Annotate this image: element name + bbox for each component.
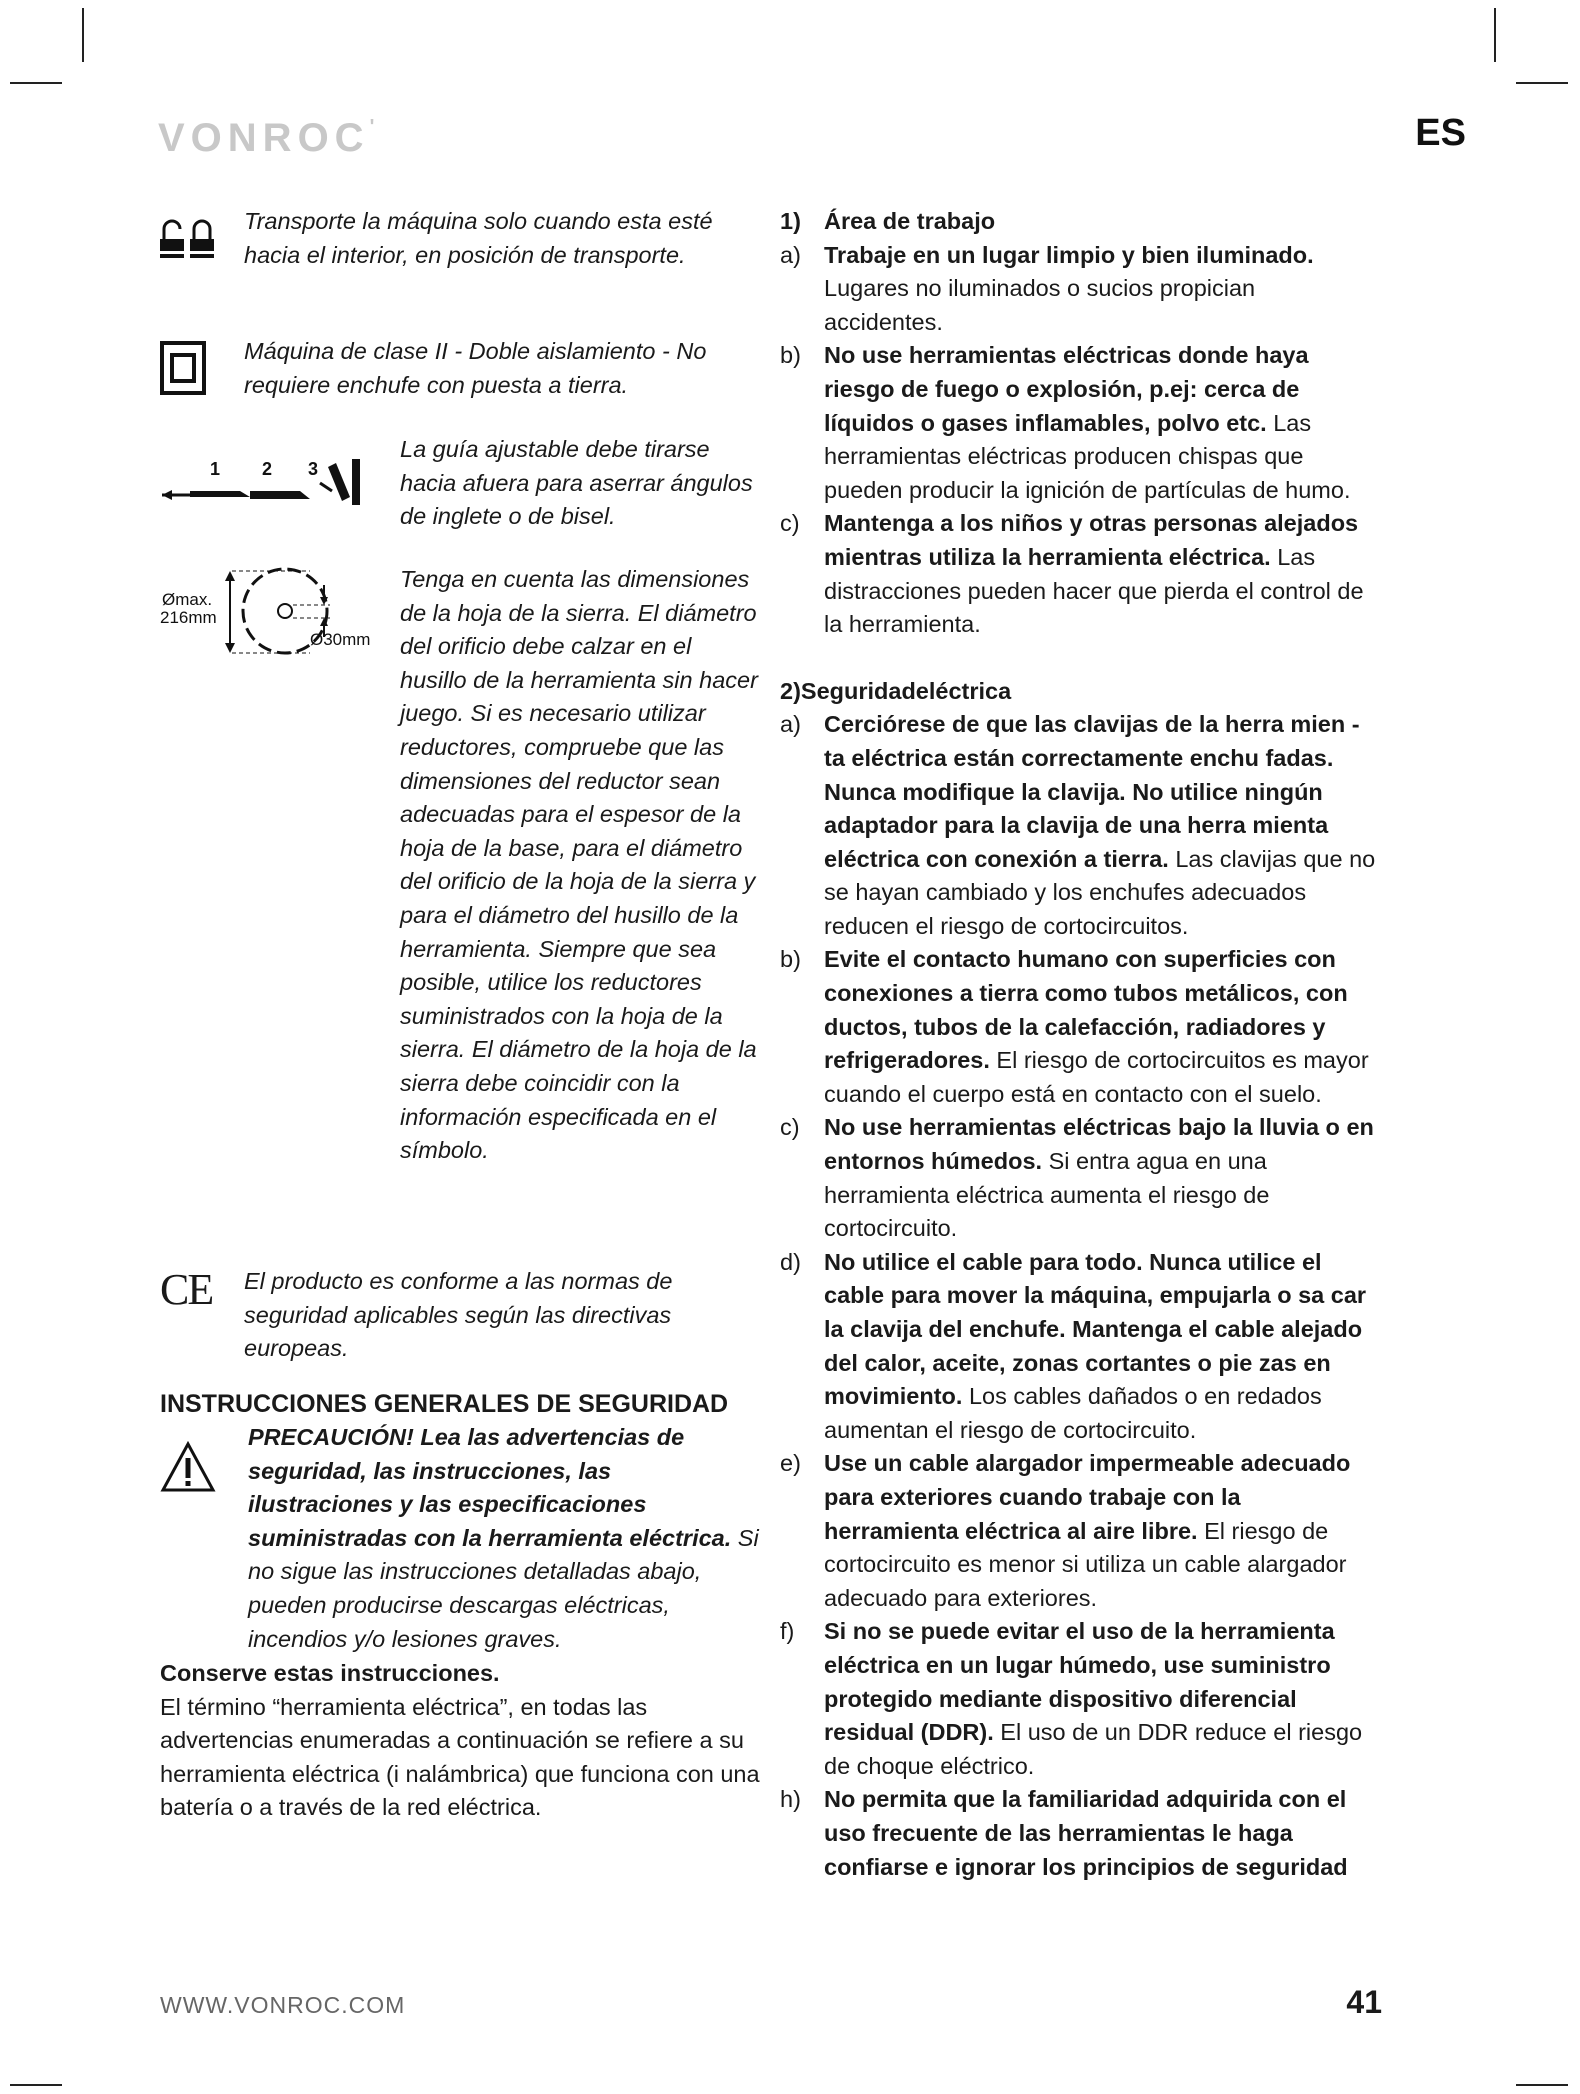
section-title: Área de trabajo bbox=[824, 208, 996, 234]
item-text bbox=[824, 1246, 1380, 1448]
guide-label-1: 1 bbox=[210, 459, 221, 479]
dia-max-value: 216mm bbox=[160, 608, 217, 627]
item-label: a) bbox=[780, 241, 801, 268]
language-code: ES bbox=[1415, 112, 1466, 154]
symbol-text: Tenga en cuenta las dimensiones de la hoja de la sierra. El diámetro del orificio debe calzar en el husillo de la herramienta sin hacer juego. Si es necesario utilizar reductores, compruebe que las dimensiones del reductor sean adecuadas para el espesor de la hoja de la base, para el diámetro del orificio de la hoja de la sierra y para el diámetro del husillo de la herramienta. Siempre que sea posible, utilice los reductores suministrados con la hoja de la sierra. El diámetro de la hoja de la sierra debe coincidir con la información especificada en el símbolo. bbox=[400, 566, 758, 1164]
item-text bbox=[824, 708, 1380, 943]
crop-mark bbox=[82, 8, 84, 62]
item-text bbox=[824, 1111, 1380, 1245]
list-item bbox=[780, 708, 1380, 943]
list-item bbox=[780, 1615, 1380, 1783]
item-bold: No use herramientas eléctricas bajo la lluvia o en entornos húmedos. bbox=[824, 1114, 1374, 1175]
list-item bbox=[780, 1246, 1380, 1448]
warning-block bbox=[160, 1421, 760, 1657]
item-bold: Cerciórese de que las clavijas de la herra mien - ta eléctrica están correctamente enchu fadas. Nunca modifique la clavija. No utilice ningún adaptador para la clavija de una herra mienta eléctrica con conexión a tierra. bbox=[824, 711, 1360, 872]
keep-heading: Conserve estas instrucciones. bbox=[160, 1660, 500, 1686]
item-rest: Las distracciones pueden hacer que pierda el control de la herramienta. bbox=[824, 543, 1364, 638]
item-label: b) bbox=[780, 342, 801, 369]
item-label: b) bbox=[780, 946, 801, 973]
symbol-transport bbox=[160, 205, 760, 335]
guide-label-2: 2 bbox=[262, 459, 273, 479]
crop-mark bbox=[1494, 8, 1496, 62]
saw-blade-dimension-icon bbox=[160, 563, 400, 1265]
bore-label: Ø30mm bbox=[310, 630, 371, 649]
item-bold: Trabaje en un lugar limpio y bien iluminado. bbox=[824, 241, 1314, 268]
warning-triangle-icon bbox=[160, 1421, 244, 1657]
section-1-title bbox=[780, 205, 1380, 239]
list-item bbox=[780, 339, 1380, 507]
item-rest: Lugares no iluminados o sucios propician accidentes. bbox=[824, 275, 1256, 335]
item-rest: El riesgo de cortocircuitos es mayor cuando el cuerpo está en contacto con el suelo. bbox=[824, 1047, 1369, 1107]
symbol-blade bbox=[160, 563, 760, 1265]
item-label: e) bbox=[780, 1450, 801, 1477]
dia-max-label: Ømax. bbox=[162, 590, 213, 609]
list-item bbox=[780, 1783, 1380, 1884]
item-text bbox=[824, 1783, 1380, 1884]
item-bold: No utilice el cable para todo. Nunca utilice el cable para mover la máquina, empujarla o sa car la clavija del enchufe. Mantenga el cable alejado del calor, aceite, zonas cortantes o pie zas en movimiento. bbox=[824, 1248, 1367, 1410]
item-rest: Si entra agua en una herramienta eléctrica aumenta el riesgo de cortocircuito. bbox=[824, 1148, 1270, 1242]
item-label: c) bbox=[780, 1114, 800, 1141]
symbol-text: El producto es conforme a las normas de seguridad aplicables según las directivas europeas. bbox=[244, 1268, 673, 1362]
crop-mark bbox=[10, 82, 62, 84]
item-label: a) bbox=[780, 711, 801, 738]
item-bold: No use herramientas eléctricas donde haya riesgo de fuego o explosión, p.ej: cerca de líquidos o gases inflamables, polvo etc. bbox=[824, 342, 1309, 436]
crop-mark bbox=[1516, 82, 1568, 84]
symbol-text: Máquina de clase II - Doble aislamiento - No requiere enchufe con puesta a tierra. bbox=[244, 338, 707, 398]
item-text bbox=[824, 239, 1380, 340]
safety-heading: INSTRUCCIONES GENERALES DE SEGURIDAD bbox=[160, 1390, 729, 1418]
item-label: d) bbox=[780, 1248, 801, 1275]
symbol-guide bbox=[160, 433, 760, 563]
double-insulation-icon bbox=[160, 335, 244, 433]
ce-mark-icon bbox=[160, 1265, 244, 1387]
symbol-ce bbox=[160, 1265, 760, 1387]
item-text bbox=[824, 339, 1380, 507]
ce-mark-text: CE bbox=[160, 1265, 213, 1314]
item-rest: Las clavijas que no se hayan cambiado y los enchufes adecuados reducen el riesgo de cortocircuitos. bbox=[824, 845, 1376, 939]
item-bold: Si no se puede evitar el uso de la herramienta eléctrica en un lugar húmedo, use suministro protegido mediante dispositivo diferencial residual (DDR). bbox=[824, 1618, 1335, 1746]
keep-text: El término “herramienta eléctrica”, en todas las advertencias enumeradas a continuación se refiere a su herramienta eléctrica (i nalámbrica) que funciona con una batería o a través de la red eléctrica. bbox=[160, 1693, 760, 1821]
item-text bbox=[824, 1615, 1380, 1783]
item-text bbox=[824, 507, 1380, 641]
list-item bbox=[780, 943, 1380, 1111]
adjustable-guide-icon bbox=[160, 433, 400, 563]
item-bold: Use un cable alargador impermeable adecuado para exteriores cuando trabaje con la herramienta eléctrica al aire libre. bbox=[824, 1450, 1351, 1544]
lock-unlock-icon bbox=[160, 205, 244, 335]
warning-rest: Si no sigue las instrucciones detalladas abajo, pueden producirse descargas eléctricas, incendios y/o lesiones graves. bbox=[248, 1524, 759, 1652]
item-bold: Mantenga a los niños y otras personas alejados mientras utiliza la herramienta eléctrica. bbox=[824, 510, 1359, 570]
guide-label-3: 3 bbox=[308, 459, 319, 479]
crop-mark bbox=[1516, 2084, 1568, 2086]
symbol-text: Transporte la máquina solo cuando esta esté hacia el interior, en posición de transporte. bbox=[244, 208, 713, 268]
warning-text bbox=[244, 1421, 760, 1657]
item-rest: Los cables dañados o en redados aumentan el riesgo de cortocircuito. bbox=[824, 1383, 1322, 1443]
brand-logo: VONROC' bbox=[158, 116, 381, 160]
page-number: 41 bbox=[1346, 1984, 1382, 2020]
list-item bbox=[780, 239, 1380, 340]
section-2-title: 2)Seguridadeléctrica bbox=[780, 677, 1012, 704]
symbol-class-ii bbox=[160, 335, 760, 433]
crop-mark bbox=[10, 2084, 62, 2086]
item-label: c) bbox=[780, 510, 800, 537]
item-label: f) bbox=[780, 1618, 795, 1645]
footer-url: WWW.VONROC.COM bbox=[160, 1992, 406, 2018]
item-rest: El riesgo de cortocircuito es menor si utiliza un cable alargador adecuado para exteriores. bbox=[824, 1517, 1347, 1611]
item-rest: Las herramientas eléctricas producen chispas que pueden producir la ignición de partículas de humo. bbox=[824, 409, 1351, 503]
item-text bbox=[824, 943, 1380, 1111]
item-bold: No permita que la familiaridad adquirida con el uso frecuente de las herramientas le haga confiarse e ignorar los principios de seguridad bbox=[824, 1786, 1348, 1880]
item-label: h) bbox=[780, 1786, 801, 1813]
section-number: 1) bbox=[780, 208, 801, 234]
list-item bbox=[780, 1447, 1380, 1615]
list-item bbox=[780, 507, 1380, 641]
item-bold: Evite el contacto humano con superficies con conexiones a tierra como tubos metálicos, con ductos, tubos de la calefacción, radiadores y refrigeradores. bbox=[824, 946, 1348, 1074]
left-column bbox=[160, 205, 760, 1825]
right-column bbox=[780, 205, 1380, 1884]
list-item bbox=[780, 1111, 1380, 1245]
warning-bold: PRECAUCIÓN! Lea las advertencias de seguridad, las instrucciones, las ilustraciones y las especificaciones suministradas con la herramienta eléctrica. bbox=[248, 1424, 732, 1551]
symbol-text: La guía ajustable debe tirarse hacia afuera para aserrar ángulos de inglete o de bisel. bbox=[400, 436, 753, 530]
item-rest: El uso de un DDR reduce el riesgo de choque eléctrico. bbox=[824, 1719, 1363, 1779]
item-text bbox=[824, 1447, 1380, 1615]
